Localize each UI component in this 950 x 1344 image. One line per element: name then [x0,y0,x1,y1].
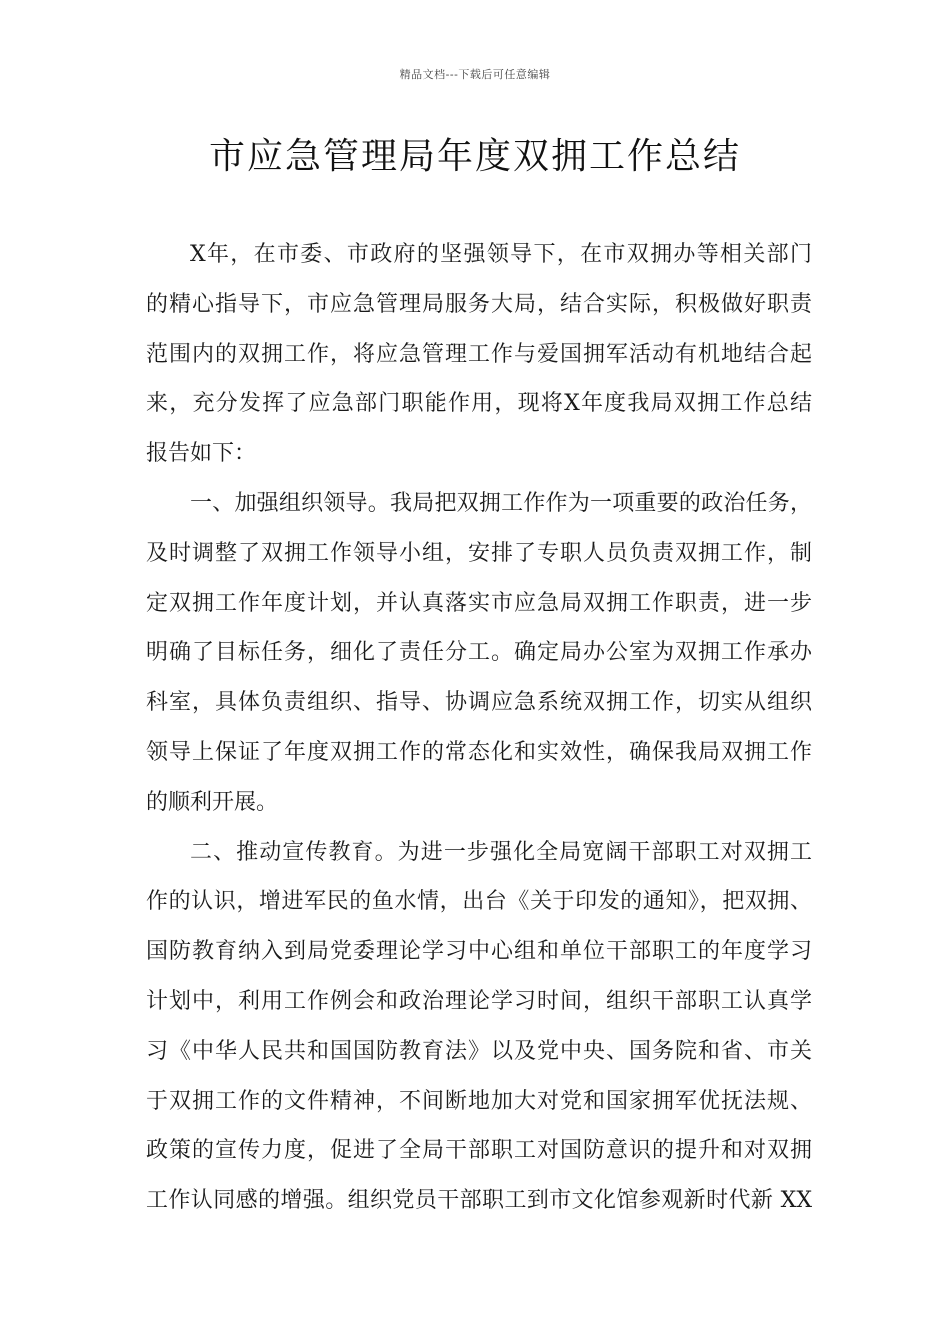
text-line: 习《中华人民共和国国防教育法》以及党中央、国务院和省、市关 [146,1038,812,1064]
text-line: 范围内的双拥工作，将应急管理工作与爱国拥军活动有机地结合起 [146,341,812,367]
document-title: 市应急管理局年度双拥工作总结 [208,136,741,177]
text-line: 一、加强组织领导。我局把双拥工作作为一项重要的政治任务， [190,490,812,516]
document-body [146,230,812,1226]
header-note: 精品文档---下载后可任意编辑 [399,68,551,81]
text-line: 来，充分发挥了应急部门职能作用，现将X年度我局双拥工作总结 [146,391,812,417]
text-line: 科室，具体负责组织、指导、协调应急系统双拥工作，切实从组织 [146,690,812,716]
text-line: 定双拥工作年度计划，并认真落实市应急局双拥工作职责，进一步 [146,590,812,616]
text-line: 的精心指导下，市应急管理局服务大局，结合实际，积极做好职责 [146,291,812,317]
text-line: 工作认同感的增强。组织党员干部职工到市文化馆参观新时代新 XX [146,1188,812,1214]
text-line: 作的认识，增进军民的鱼水情，出台《关于印发的通知》，把双拥、 [146,889,812,915]
text-line: X年，在市委、市政府的坚强领导下，在市双拥办等相关部门 [190,242,812,267]
text-line: 的顺利开展。 [146,789,279,815]
text-line: 明确了目标任务，细化了责任分工。确定局办公室为双拥工作承办 [146,640,812,666]
text-line: 领导上保证了年度双拥工作的常态化和实效性，确保我局双拥工作 [146,739,812,765]
text-line: 计划中，利用工作例会和政治理论学习时间，组织干部职工认真学 [146,988,812,1014]
text-line: 及时调整了双拥工作领导小组，安排了专职人员负责双拥工作，制 [146,540,812,566]
text-line: 二、推动宣传教育。为进一步强化全局宽阔干部职工对双拥工 [190,839,812,865]
text-line: 于双拥工作的文件精神，不间断地加大对党和国家拥军优抚法规、 [146,1088,812,1114]
text-line: 报告如下： [146,441,257,467]
text-line: 政策的宣传力度，促进了全局干部职工对国防意识的提升和对双拥 [146,1138,812,1164]
text-line: 国防教育纳入到局党委理论学习中心组和单位干部职工的年度学习 [146,939,812,965]
